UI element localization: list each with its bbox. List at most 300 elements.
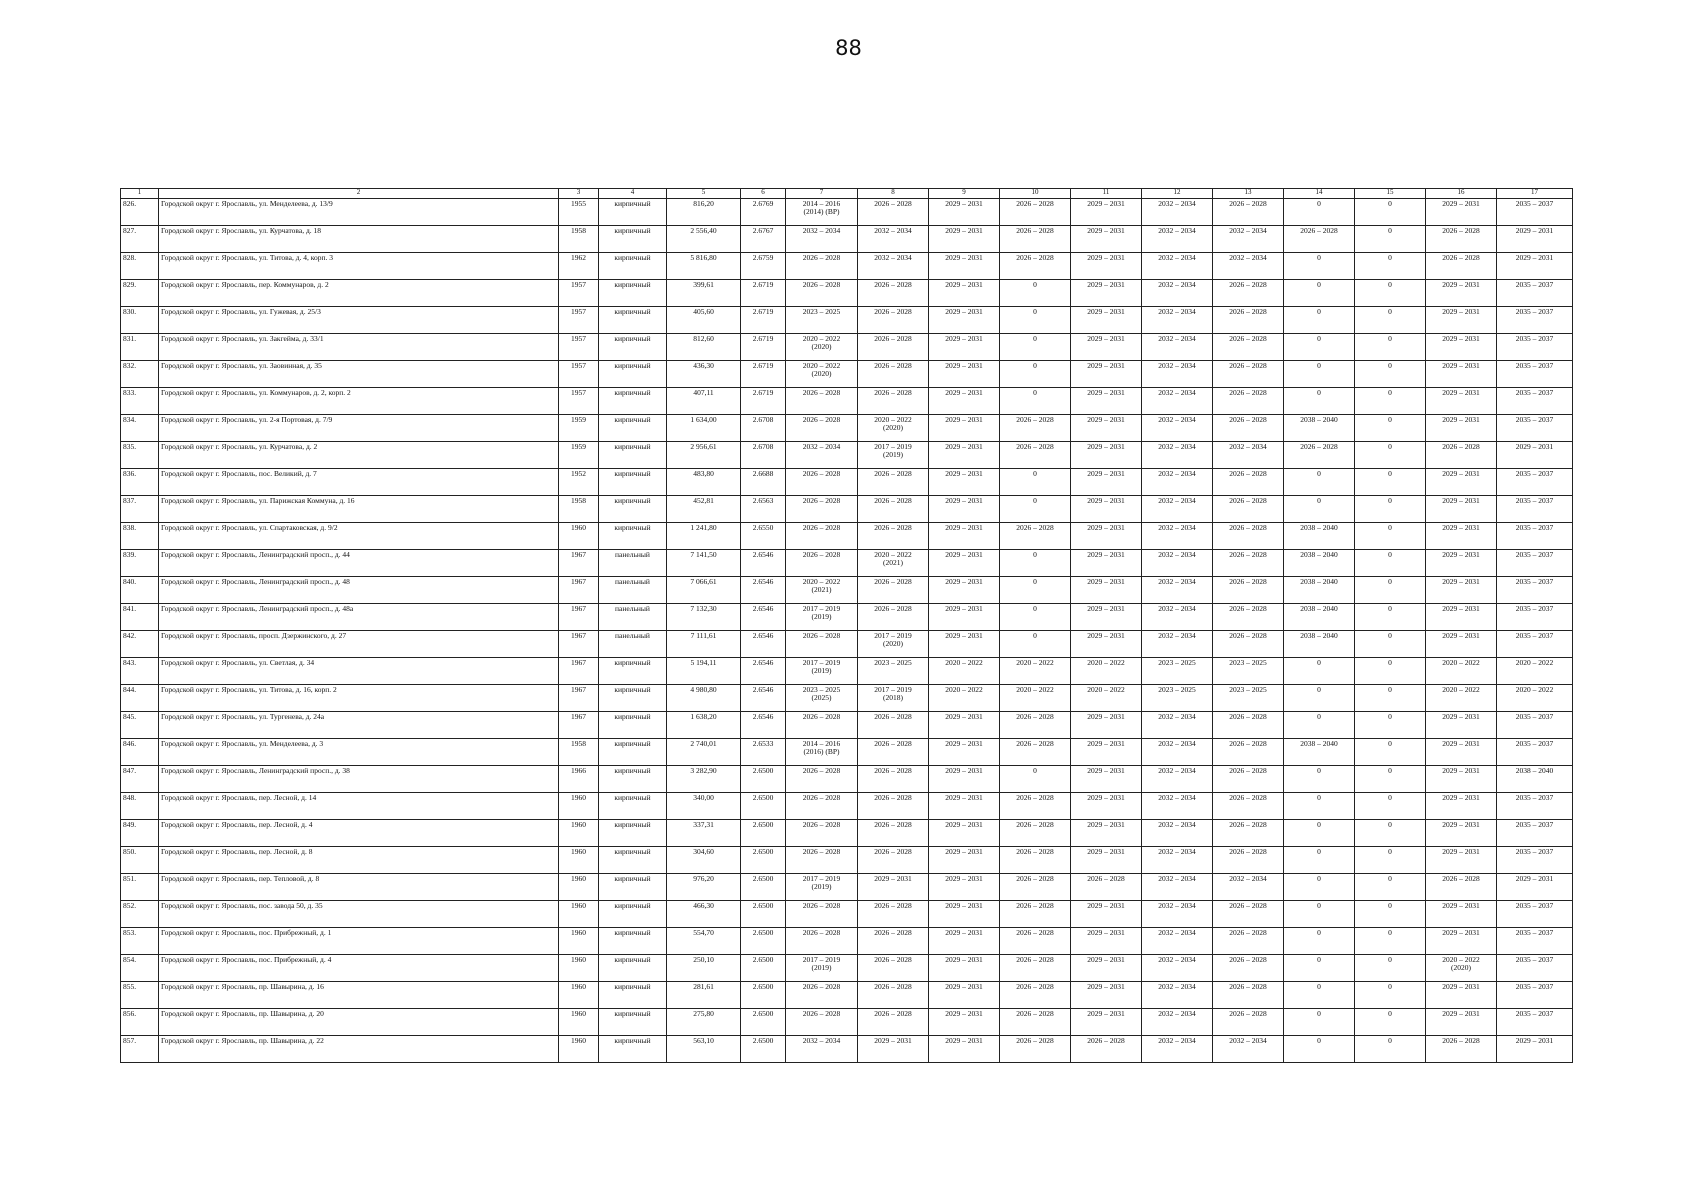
cell-area: 7 141,50 xyxy=(667,550,741,577)
column-number-header: 3 xyxy=(559,189,599,199)
cell-period-12: 2032 – 2034 xyxy=(1142,982,1213,1009)
cell-period-12: 2032 – 2034 xyxy=(1142,874,1213,901)
cell-period-16: 2029 – 2031 xyxy=(1426,334,1497,361)
cell-year-built: 1960 xyxy=(559,955,599,982)
cell-wall-material: панельный xyxy=(599,577,667,604)
cell-period-12: 2032 – 2034 xyxy=(1142,334,1213,361)
table-row xyxy=(121,955,1573,982)
cell-period-13: 2026 – 2028 xyxy=(1213,199,1284,226)
cell-period-8: 2026 – 2028 xyxy=(858,793,929,820)
cell-period-11: 2029 – 2031 xyxy=(1071,928,1142,955)
cell-year-built: 1960 xyxy=(559,793,599,820)
cell-wall-material: кирпичный xyxy=(599,793,667,820)
cell-period-9: 2029 – 2031 xyxy=(929,604,1000,631)
cell-period-9: 2029 – 2031 xyxy=(929,199,1000,226)
cell-period-11: 2029 – 2031 xyxy=(1071,847,1142,874)
cell-period-13: 2023 – 2025 xyxy=(1213,658,1284,685)
cell-period-9: 2020 – 2022 xyxy=(929,658,1000,685)
cell-period-14: 0 xyxy=(1284,388,1355,415)
cell-period-11: 2029 – 2031 xyxy=(1071,739,1142,766)
cell-period-16: 2029 – 2031 xyxy=(1426,415,1497,442)
cell-rating: 2.6500 xyxy=(741,928,786,955)
cell-wall-material: кирпичный xyxy=(599,199,667,226)
cell-area: 399,61 xyxy=(667,280,741,307)
cell-period-8: 2026 – 2028 xyxy=(858,928,929,955)
cell-period-10: 2026 – 2028 xyxy=(1000,820,1071,847)
cell-period-12: 2032 – 2034 xyxy=(1142,712,1213,739)
column-number-header: 11 xyxy=(1071,189,1142,199)
cell-period-7: 2026 – 2028 xyxy=(786,712,858,739)
cell-period-15: 0 xyxy=(1355,712,1426,739)
cell-area: 466,30 xyxy=(667,901,741,928)
cell-period-15: 0 xyxy=(1355,361,1426,388)
cell-address: Городской округ г. Ярославль, ул. Титова, д. 16, корп. 2 xyxy=(159,685,559,712)
cell-rating: 2.6546 xyxy=(741,604,786,631)
cell-period-13: 2026 – 2028 xyxy=(1213,604,1284,631)
cell-period-7: 2026 – 2028 xyxy=(786,631,858,658)
cell-period-15: 0 xyxy=(1355,199,1426,226)
cell-rating: 2.6546 xyxy=(741,631,786,658)
cell-period-16: 2026 – 2028 xyxy=(1426,226,1497,253)
table-row xyxy=(121,982,1573,1009)
cell-period-7: 2026 – 2028 xyxy=(786,793,858,820)
cell-period-12: 2032 – 2034 xyxy=(1142,928,1213,955)
cell-period-13: 2032 – 2034 xyxy=(1213,226,1284,253)
cell-period-7: 2026 – 2028 xyxy=(786,469,858,496)
cell-wall-material: кирпичный xyxy=(599,253,667,280)
cell-wall-material: кирпичный xyxy=(599,307,667,334)
cell-year-built: 1955 xyxy=(559,199,599,226)
cell-area: 7 111,61 xyxy=(667,631,741,658)
table-row xyxy=(121,631,1573,658)
cell-rating: 2.6719 xyxy=(741,361,786,388)
cell-area: 812,60 xyxy=(667,334,741,361)
cell-period-11: 2020 – 2022 xyxy=(1071,658,1142,685)
cell-period-8: 2017 – 2019 (2018) xyxy=(858,685,929,712)
cell-period-8: 2026 – 2028 xyxy=(858,982,929,1009)
cell-period-8: 2026 – 2028 xyxy=(858,739,929,766)
cell-period-15: 0 xyxy=(1355,226,1426,253)
cell-period-13: 2032 – 2034 xyxy=(1213,1036,1284,1063)
cell-period-16: 2029 – 2031 xyxy=(1426,982,1497,1009)
cell-period-15: 0 xyxy=(1355,307,1426,334)
cell-wall-material: кирпичный xyxy=(599,955,667,982)
cell-period-10: 0 xyxy=(1000,469,1071,496)
cell-period-8: 2017 – 2019 (2019) xyxy=(858,442,929,469)
cell-address: Городской округ г. Ярославль, пр. Шавырина, д. 16 xyxy=(159,982,559,1009)
cell-row-number: 854. xyxy=(121,955,159,982)
cell-period-8: 2026 – 2028 xyxy=(858,604,929,631)
table-row xyxy=(121,253,1573,280)
column-number-header: 1 xyxy=(121,189,159,199)
cell-period-8: 2020 – 2022 (2020) xyxy=(858,415,929,442)
cell-period-10: 0 xyxy=(1000,280,1071,307)
cell-period-7: 2026 – 2028 xyxy=(786,280,858,307)
cell-row-number: 840. xyxy=(121,577,159,604)
table-row xyxy=(121,604,1573,631)
cell-period-16: 2020 – 2022 xyxy=(1426,685,1497,712)
cell-period-14: 2038 – 2040 xyxy=(1284,550,1355,577)
cell-period-17: 2035 – 2037 xyxy=(1497,1009,1573,1036)
cell-wall-material: кирпичный xyxy=(599,334,667,361)
cell-period-9: 2029 – 2031 xyxy=(929,793,1000,820)
cell-period-13: 2026 – 2028 xyxy=(1213,631,1284,658)
cell-period-15: 0 xyxy=(1355,766,1426,793)
cell-period-14: 2026 – 2028 xyxy=(1284,442,1355,469)
cell-period-16: 2029 – 2031 xyxy=(1426,739,1497,766)
cell-period-8: 2017 – 2019 (2020) xyxy=(858,631,929,658)
cell-period-17: 2035 – 2037 xyxy=(1497,820,1573,847)
cell-period-14: 0 xyxy=(1284,253,1355,280)
cell-period-14: 0 xyxy=(1284,334,1355,361)
cell-period-11: 2029 – 2031 xyxy=(1071,334,1142,361)
cell-period-10: 2026 – 2028 xyxy=(1000,739,1071,766)
cell-period-9: 2029 – 2031 xyxy=(929,1036,1000,1063)
cell-period-13: 2026 – 2028 xyxy=(1213,388,1284,415)
cell-period-10: 2020 – 2022 xyxy=(1000,658,1071,685)
cell-period-16: 2029 – 2031 xyxy=(1426,820,1497,847)
cell-period-7: 2026 – 2028 xyxy=(786,928,858,955)
cell-row-number: 829. xyxy=(121,280,159,307)
cell-period-17: 2035 – 2037 xyxy=(1497,712,1573,739)
cell-period-15: 0 xyxy=(1355,550,1426,577)
cell-period-11: 2029 – 2031 xyxy=(1071,469,1142,496)
cell-area: 3 282,90 xyxy=(667,766,741,793)
cell-period-8: 2026 – 2028 xyxy=(858,577,929,604)
cell-period-15: 0 xyxy=(1355,604,1426,631)
cell-period-15: 0 xyxy=(1355,820,1426,847)
cell-period-13: 2026 – 2028 xyxy=(1213,550,1284,577)
cell-rating: 2.6546 xyxy=(741,550,786,577)
cell-rating: 2.6719 xyxy=(741,388,786,415)
cell-period-17: 2035 – 2037 xyxy=(1497,577,1573,604)
cell-address: Городской округ г. Ярославль, Ленинградский просп., д. 48 xyxy=(159,577,559,604)
cell-rating: 2.6550 xyxy=(741,523,786,550)
cell-period-13: 2026 – 2028 xyxy=(1213,955,1284,982)
cell-period-13: 2032 – 2034 xyxy=(1213,874,1284,901)
cell-period-14: 0 xyxy=(1284,955,1355,982)
cell-period-8: 2026 – 2028 xyxy=(858,469,929,496)
cell-row-number: 827. xyxy=(121,226,159,253)
cell-year-built: 1960 xyxy=(559,901,599,928)
cell-wall-material: кирпичный xyxy=(599,469,667,496)
cell-period-14: 0 xyxy=(1284,820,1355,847)
cell-rating: 2.6500 xyxy=(741,1036,786,1063)
cell-period-15: 0 xyxy=(1355,253,1426,280)
cell-year-built: 1958 xyxy=(559,226,599,253)
cell-period-14: 0 xyxy=(1284,361,1355,388)
cell-address: Городской округ г. Ярославль, ул. Курчатова, д. 18 xyxy=(159,226,559,253)
cell-period-11: 2026 – 2028 xyxy=(1071,874,1142,901)
cell-area: 275,80 xyxy=(667,1009,741,1036)
cell-row-number: 828. xyxy=(121,253,159,280)
cell-period-9: 2029 – 2031 xyxy=(929,874,1000,901)
cell-year-built: 1959 xyxy=(559,442,599,469)
cell-period-13: 2032 – 2034 xyxy=(1213,253,1284,280)
cell-address: Городской округ г. Ярославль, пер. Коммунаров, д. 2 xyxy=(159,280,559,307)
cell-wall-material: кирпичный xyxy=(599,388,667,415)
cell-wall-material: кирпичный xyxy=(599,847,667,874)
cell-period-16: 2026 – 2028 xyxy=(1426,442,1497,469)
cell-period-7: 2026 – 2028 xyxy=(786,982,858,1009)
cell-period-9: 2020 – 2022 xyxy=(929,685,1000,712)
cell-period-8: 2029 – 2031 xyxy=(858,874,929,901)
cell-row-number: 848. xyxy=(121,793,159,820)
cell-period-10: 2026 – 2028 xyxy=(1000,415,1071,442)
cell-period-10: 0 xyxy=(1000,550,1071,577)
cell-wall-material: кирпичный xyxy=(599,1036,667,1063)
cell-period-15: 0 xyxy=(1355,1009,1426,1036)
table-row xyxy=(121,334,1573,361)
cell-period-17: 2035 – 2037 xyxy=(1497,523,1573,550)
cell-area: 7 132,30 xyxy=(667,604,741,631)
cell-period-9: 2029 – 2031 xyxy=(929,820,1000,847)
cell-period-17: 2035 – 2037 xyxy=(1497,415,1573,442)
table-row xyxy=(121,901,1573,928)
cell-address: Городской округ г. Ярославль, пер. Лесной, д. 14 xyxy=(159,793,559,820)
cell-area: 407,11 xyxy=(667,388,741,415)
cell-period-11: 2029 – 2031 xyxy=(1071,442,1142,469)
cell-period-14: 0 xyxy=(1284,928,1355,955)
cell-area: 816,20 xyxy=(667,199,741,226)
cell-address: Городской округ г. Ярославль, ул. Коммунаров, д. 2, корп. 2 xyxy=(159,388,559,415)
cell-area: 452,81 xyxy=(667,496,741,523)
cell-rating: 2.6759 xyxy=(741,253,786,280)
cell-period-15: 0 xyxy=(1355,631,1426,658)
cell-rating: 2.6500 xyxy=(741,955,786,982)
cell-rating: 2.6563 xyxy=(741,496,786,523)
cell-period-14: 0 xyxy=(1284,469,1355,496)
cell-rating: 2.6546 xyxy=(741,712,786,739)
column-number-header: 16 xyxy=(1426,189,1497,199)
cell-wall-material: кирпичный xyxy=(599,874,667,901)
cell-period-15: 0 xyxy=(1355,469,1426,496)
cell-period-13: 2026 – 2028 xyxy=(1213,1009,1284,1036)
cell-address: Городской округ г. Ярославль, ул. Гужевая, д. 25/3 xyxy=(159,307,559,334)
cell-row-number: 850. xyxy=(121,847,159,874)
cell-period-16: 2029 – 2031 xyxy=(1426,361,1497,388)
cell-period-12: 2032 – 2034 xyxy=(1142,1036,1213,1063)
cell-year-built: 1957 xyxy=(559,307,599,334)
cell-period-7: 2026 – 2028 xyxy=(786,847,858,874)
cell-year-built: 1959 xyxy=(559,415,599,442)
cell-address: Городской округ г. Ярославль, ул. Заовинная, д. 35 xyxy=(159,361,559,388)
cell-period-16: 2029 – 2031 xyxy=(1426,550,1497,577)
cell-area: 436,30 xyxy=(667,361,741,388)
cell-period-12: 2032 – 2034 xyxy=(1142,631,1213,658)
table-row xyxy=(121,847,1573,874)
cell-area: 483,80 xyxy=(667,469,741,496)
cell-period-16: 2029 – 2031 xyxy=(1426,280,1497,307)
cell-period-14: 2038 – 2040 xyxy=(1284,739,1355,766)
cell-period-9: 2029 – 2031 xyxy=(929,712,1000,739)
cell-period-12: 2032 – 2034 xyxy=(1142,442,1213,469)
cell-rating: 2.6769 xyxy=(741,199,786,226)
cell-wall-material: кирпичный xyxy=(599,712,667,739)
cell-period-14: 2026 – 2028 xyxy=(1284,226,1355,253)
cell-year-built: 1957 xyxy=(559,361,599,388)
table-row xyxy=(121,442,1573,469)
cell-wall-material: кирпичный xyxy=(599,523,667,550)
table-row xyxy=(121,307,1573,334)
cell-address: Городской округ г. Ярославль, пр. Шавырина, д. 20 xyxy=(159,1009,559,1036)
cell-period-16: 2029 – 2031 xyxy=(1426,631,1497,658)
column-number-header: 17 xyxy=(1497,189,1573,199)
cell-address: Городской округ г. Ярославль, ул. Тургенева, д. 24а xyxy=(159,712,559,739)
cell-row-number: 834. xyxy=(121,415,159,442)
cell-address: Городской округ г. Ярославль, ул. Курчатова, д. 2 xyxy=(159,442,559,469)
cell-period-10: 0 xyxy=(1000,766,1071,793)
cell-address: Городской округ г. Ярославль, ул. 2-я Портовая, д. 7/9 xyxy=(159,415,559,442)
cell-period-16: 2029 – 2031 xyxy=(1426,901,1497,928)
cell-period-12: 2032 – 2034 xyxy=(1142,523,1213,550)
cell-year-built: 1967 xyxy=(559,604,599,631)
cell-period-12: 2032 – 2034 xyxy=(1142,604,1213,631)
cell-period-11: 2029 – 2031 xyxy=(1071,982,1142,1009)
cell-period-16: 2029 – 2031 xyxy=(1426,523,1497,550)
cell-year-built: 1957 xyxy=(559,334,599,361)
cell-rating: 2.6546 xyxy=(741,658,786,685)
cell-rating: 2.6708 xyxy=(741,442,786,469)
cell-period-15: 0 xyxy=(1355,496,1426,523)
table-row xyxy=(121,658,1573,685)
cell-period-17: 2035 – 2037 xyxy=(1497,496,1573,523)
cell-period-16: 2029 – 2031 xyxy=(1426,388,1497,415)
cell-period-8: 2032 – 2034 xyxy=(858,226,929,253)
cell-period-10: 2020 – 2022 xyxy=(1000,685,1071,712)
cell-row-number: 826. xyxy=(121,199,159,226)
cell-period-8: 2026 – 2028 xyxy=(858,820,929,847)
cell-period-7: 2026 – 2028 xyxy=(786,901,858,928)
cell-period-12: 2032 – 2034 xyxy=(1142,1009,1213,1036)
cell-address: Городской округ г. Ярославль, пос. Прибрежный, д. 4 xyxy=(159,955,559,982)
cell-period-16: 2029 – 2031 xyxy=(1426,577,1497,604)
cell-year-built: 1958 xyxy=(559,496,599,523)
cell-year-built: 1960 xyxy=(559,1009,599,1036)
cell-period-17: 2035 – 2037 xyxy=(1497,793,1573,820)
cell-period-8: 2026 – 2028 xyxy=(858,712,929,739)
cell-period-13: 2026 – 2028 xyxy=(1213,820,1284,847)
cell-period-14: 0 xyxy=(1284,280,1355,307)
cell-period-15: 0 xyxy=(1355,388,1426,415)
cell-area: 4 980,80 xyxy=(667,685,741,712)
cell-period-13: 2026 – 2028 xyxy=(1213,307,1284,334)
cell-period-14: 2038 – 2040 xyxy=(1284,577,1355,604)
cell-period-8: 2032 – 2034 xyxy=(858,253,929,280)
table-row xyxy=(121,577,1573,604)
cell-year-built: 1967 xyxy=(559,577,599,604)
cell-period-11: 2029 – 2031 xyxy=(1071,712,1142,739)
cell-year-built: 1966 xyxy=(559,766,599,793)
table-row xyxy=(121,1036,1573,1063)
cell-period-12: 2032 – 2034 xyxy=(1142,847,1213,874)
cell-period-17: 2035 – 2037 xyxy=(1497,307,1573,334)
cell-rating: 2.6719 xyxy=(741,280,786,307)
table-row xyxy=(121,685,1573,712)
cell-period-9: 2029 – 2031 xyxy=(929,334,1000,361)
cell-period-8: 2026 – 2028 xyxy=(858,496,929,523)
cell-period-16: 2029 – 2031 xyxy=(1426,469,1497,496)
cell-period-11: 2029 – 2031 xyxy=(1071,955,1142,982)
table-row xyxy=(121,550,1573,577)
cell-period-17: 2035 – 2037 xyxy=(1497,469,1573,496)
column-number-header: 13 xyxy=(1213,189,1284,199)
cell-period-12: 2032 – 2034 xyxy=(1142,253,1213,280)
cell-period-7: 2017 – 2019 (2019) xyxy=(786,604,858,631)
cell-wall-material: кирпичный xyxy=(599,280,667,307)
cell-address: Городской округ г. Ярославль, ул. Спартаковская, д. 9/2 xyxy=(159,523,559,550)
cell-rating: 2.6500 xyxy=(741,820,786,847)
cell-area: 2 956,61 xyxy=(667,442,741,469)
cell-wall-material: кирпичный xyxy=(599,415,667,442)
cell-period-12: 2032 – 2034 xyxy=(1142,307,1213,334)
table-row xyxy=(121,469,1573,496)
cell-period-13: 2026 – 2028 xyxy=(1213,982,1284,1009)
cell-year-built: 1967 xyxy=(559,631,599,658)
cell-address: Городской округ г. Ярославль, ул. Менделеева, д. 3 xyxy=(159,739,559,766)
cell-period-15: 0 xyxy=(1355,955,1426,982)
cell-period-10: 2026 – 2028 xyxy=(1000,847,1071,874)
cell-rating: 2.6546 xyxy=(741,577,786,604)
cell-period-14: 0 xyxy=(1284,1009,1355,1036)
cell-period-8: 2026 – 2028 xyxy=(858,1009,929,1036)
cell-period-7: 2014 – 2016 (2014) (ВР) xyxy=(786,199,858,226)
cell-wall-material: панельный xyxy=(599,550,667,577)
table-row xyxy=(121,1009,1573,1036)
cell-rating: 2.6719 xyxy=(741,334,786,361)
cell-period-11: 2029 – 2031 xyxy=(1071,388,1142,415)
cell-period-7: 2017 – 2019 (2019) xyxy=(786,658,858,685)
cell-row-number: 833. xyxy=(121,388,159,415)
housing-repair-schedule-table xyxy=(120,188,1573,1063)
cell-period-10: 0 xyxy=(1000,361,1071,388)
cell-period-11: 2029 – 2031 xyxy=(1071,1009,1142,1036)
cell-period-12: 2032 – 2034 xyxy=(1142,469,1213,496)
cell-period-16: 2026 – 2028 xyxy=(1426,1036,1497,1063)
cell-year-built: 1952 xyxy=(559,469,599,496)
cell-period-16: 2029 – 2031 xyxy=(1426,199,1497,226)
cell-period-11: 2029 – 2031 xyxy=(1071,631,1142,658)
cell-period-14: 0 xyxy=(1284,685,1355,712)
cell-period-17: 2020 – 2022 xyxy=(1497,658,1573,685)
cell-period-11: 2029 – 2031 xyxy=(1071,415,1142,442)
cell-period-7: 2026 – 2028 xyxy=(786,550,858,577)
cell-period-10: 2026 – 2028 xyxy=(1000,901,1071,928)
cell-period-7: 2032 – 2034 xyxy=(786,442,858,469)
cell-period-9: 2029 – 2031 xyxy=(929,631,1000,658)
cell-period-11: 2029 – 2031 xyxy=(1071,496,1142,523)
cell-period-12: 2032 – 2034 xyxy=(1142,793,1213,820)
cell-period-14: 0 xyxy=(1284,1036,1355,1063)
cell-rating: 2.6688 xyxy=(741,469,786,496)
cell-row-number: 855. xyxy=(121,982,159,1009)
cell-period-9: 2029 – 2031 xyxy=(929,415,1000,442)
cell-area: 976,20 xyxy=(667,874,741,901)
cell-row-number: 845. xyxy=(121,712,159,739)
cell-period-11: 2029 – 2031 xyxy=(1071,766,1142,793)
cell-period-17: 2035 – 2037 xyxy=(1497,982,1573,1009)
cell-period-17: 2035 – 2037 xyxy=(1497,334,1573,361)
cell-period-14: 0 xyxy=(1284,874,1355,901)
cell-period-16: 2020 – 2022 (2020) xyxy=(1426,955,1497,982)
cell-rating: 2.6533 xyxy=(741,739,786,766)
cell-period-7: 2026 – 2028 xyxy=(786,415,858,442)
cell-period-7: 2023 – 2025 xyxy=(786,307,858,334)
cell-period-11: 2026 – 2028 xyxy=(1071,1036,1142,1063)
column-number-header: 4 xyxy=(599,189,667,199)
cell-period-11: 2029 – 2031 xyxy=(1071,307,1142,334)
cell-year-built: 1960 xyxy=(559,847,599,874)
